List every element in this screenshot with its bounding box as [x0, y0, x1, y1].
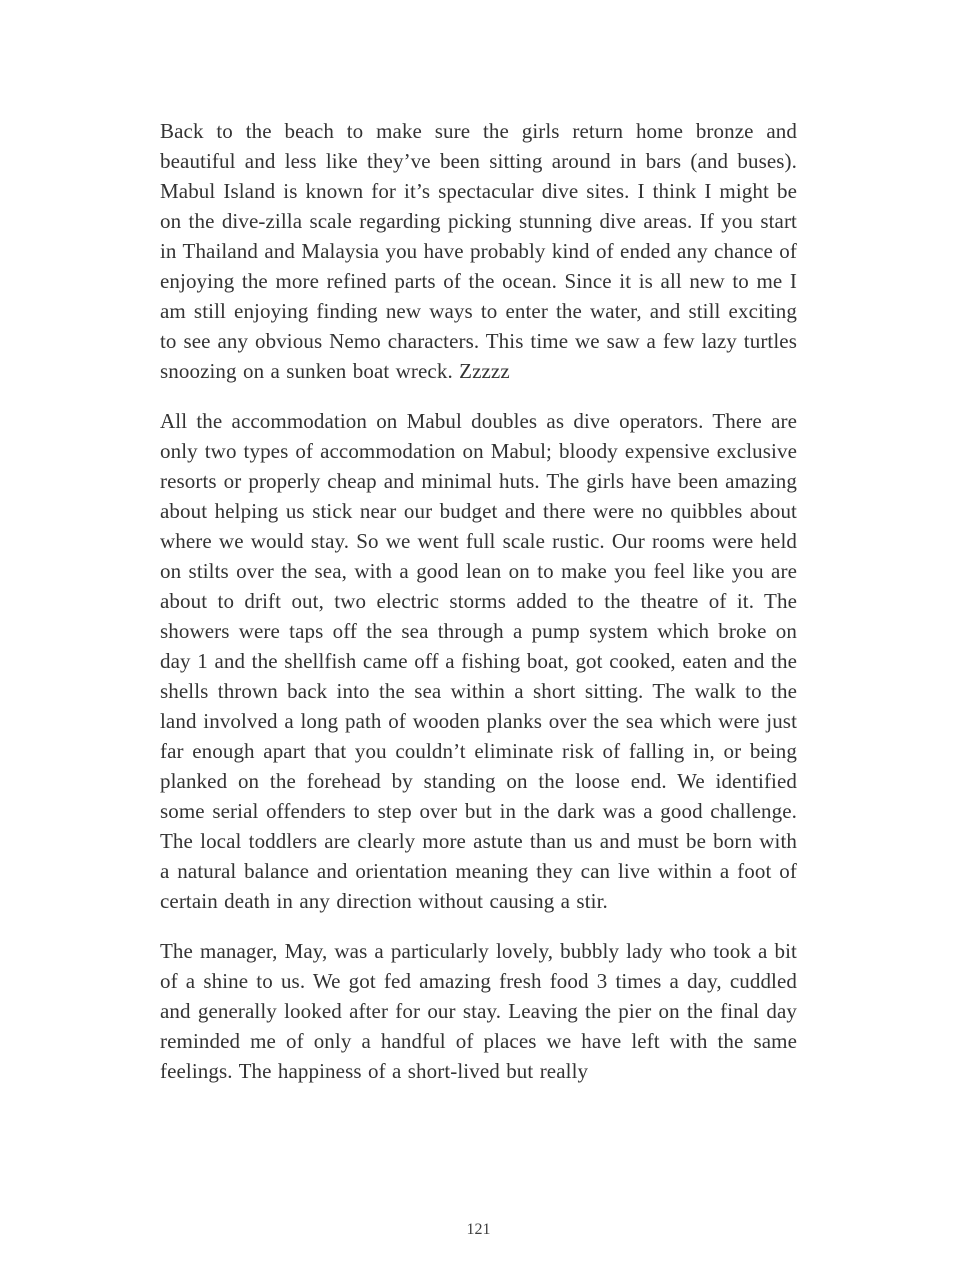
page-text-block — [160, 116, 797, 1106]
paragraph-1: Back to the beach to make sure the girls return home bronze and beautiful and less like they’ve been sitting around in bars (and buses). Mabul Island is known for it’s spectacular dive sites. I think I might be on the dive-zilla scale regarding picking stunning dive areas. If you start in Thailand and Malaysia you have probably kind of ended any chance of enjoying the more refined parts of the ocean. Since it is all new to me I am still enjoying finding new ways to enter the water, and still exciting to see any obvious Nemo characters. This time we saw a few lazy turtles snoozing on a sunken boat wreck. Zzzzz — [160, 119, 797, 383]
paragraph-3: The manager, May, was a particularly lovely, bubbly lady who took a bit of a shine to us. We got fed amazing fresh food 3 times a day, cuddled and generally looked after for our stay. Leaving the pier on the final day reminded me of only a handful of places we have left with the same feelings. The happiness of a short-lived but really — [160, 939, 797, 1083]
paragraph-2: All the accommodation on Mabul doubles as dive operators. There are only two types of accommodation on Mabul; bloody expensive exclusive resorts or properly cheap and minimal huts. The girls have been amazing about helping us stick near our budget and there were no quibbles about where we would stay. So we went full scale rustic. Our rooms were held on stilts over the sea, with a good lean on to make you feel like you are about to drift out, two electric storms added to the theatre of it. The showers were taps off the sea through a pump system which broke on day 1 and the shellfish came off a fishing boat, got cooked, eaten and the shells thrown back into the sea within a short sitting. The walk to the land involved a long path of wooden planks over the sea which were just far enough apart that you couldn’t eliminate risk of falling in, or being planked on the forehead by standing on the loose end. We identified some serial offenders to step over but in the dark was a good challenge. The local toddlers are clearly more astute than us and must be born with a natural balance and orientation meaning they can live within a foot of certain death in any direction without causing a stir. — [160, 409, 797, 913]
page-number: 121 — [466, 1221, 491, 1238]
